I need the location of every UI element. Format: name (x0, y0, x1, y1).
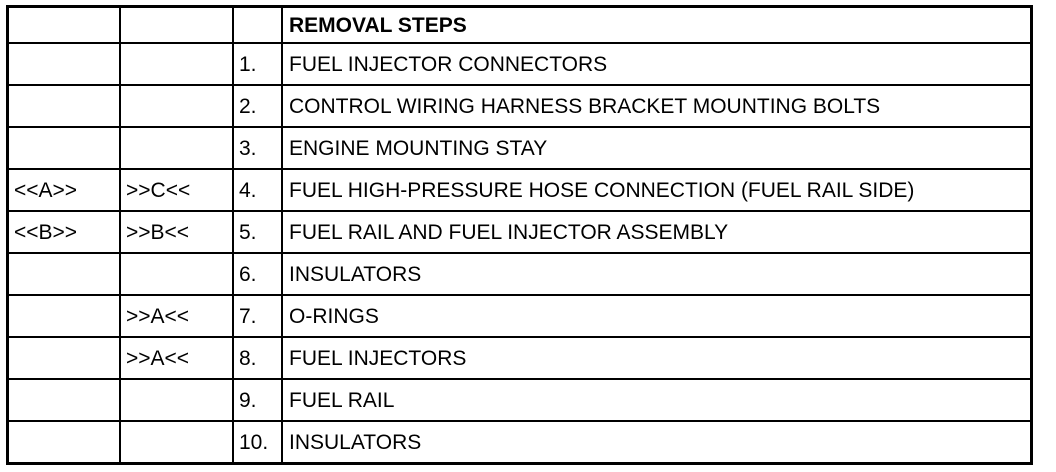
installation-ref-cell (120, 379, 233, 421)
table-header-row (8, 7, 1032, 44)
removal-ref-cell: <<B>> (8, 211, 121, 253)
header-number-cell (233, 7, 282, 44)
installation-ref-cell: >>C<< (120, 169, 233, 211)
removal-ref-cell: <<A>> (8, 169, 121, 211)
step-number-cell: 9. (233, 379, 282, 421)
step-number-cell: 3. (233, 127, 282, 169)
installation-ref-cell (120, 127, 233, 169)
installation-ref-cell: >>A<< (120, 295, 233, 337)
step-number-cell: 5. (233, 211, 282, 253)
removal-ref-cell (8, 127, 121, 169)
step-description-cell: FUEL RAIL (282, 379, 1032, 421)
table-row (8, 169, 1032, 211)
step-description-cell: FUEL INJECTORS (282, 337, 1032, 379)
removal-steps-document (6, 5, 1033, 465)
removal-ref-cell (8, 379, 121, 421)
removal-ref-cell (8, 337, 121, 379)
header-ref-b-cell (120, 7, 233, 44)
step-number-cell: 2. (233, 85, 282, 127)
step-description-cell: INSULATORS (282, 421, 1032, 464)
table-row (8, 337, 1032, 379)
installation-ref-cell (120, 253, 233, 295)
step-number-cell: 6. (233, 253, 282, 295)
table-row (8, 295, 1032, 337)
removal-ref-cell (8, 253, 121, 295)
header-title-cell: REMOVAL STEPS (282, 7, 1032, 44)
step-description-cell: CONTROL WIRING HARNESS BRACKET MOUNTING BOLTS (282, 85, 1032, 127)
table-row (8, 85, 1032, 127)
table-row (8, 127, 1032, 169)
step-number-cell: 4. (233, 169, 282, 211)
table-row (8, 43, 1032, 85)
step-number-cell: 10. (233, 421, 282, 464)
table-row (8, 421, 1032, 464)
header-ref-a-cell (8, 7, 121, 44)
removal-ref-cell (8, 43, 121, 85)
step-number-cell: 7. (233, 295, 282, 337)
step-description-cell: FUEL HIGH-PRESSURE HOSE CONNECTION (FUEL RAIL SIDE) (282, 169, 1032, 211)
step-number-cell: 8. (233, 337, 282, 379)
step-description-cell: O-RINGS (282, 295, 1032, 337)
step-description-cell: FUEL INJECTOR CONNECTORS (282, 43, 1032, 85)
installation-ref-cell (120, 85, 233, 127)
installation-ref-cell: >>A<< (120, 337, 233, 379)
installation-ref-cell (120, 43, 233, 85)
table-row (8, 379, 1032, 421)
removal-ref-cell (8, 295, 121, 337)
removal-steps-table (6, 5, 1033, 465)
step-number-cell: 1. (233, 43, 282, 85)
step-description-cell: ENGINE MOUNTING STAY (282, 127, 1032, 169)
step-description-cell: INSULATORS (282, 253, 1032, 295)
table-row (8, 211, 1032, 253)
removal-ref-cell (8, 85, 121, 127)
table-row (8, 253, 1032, 295)
removal-ref-cell (8, 421, 121, 464)
installation-ref-cell: >>B<< (120, 211, 233, 253)
installation-ref-cell (120, 421, 233, 464)
step-description-cell: FUEL RAIL AND FUEL INJECTOR ASSEMBLY (282, 211, 1032, 253)
